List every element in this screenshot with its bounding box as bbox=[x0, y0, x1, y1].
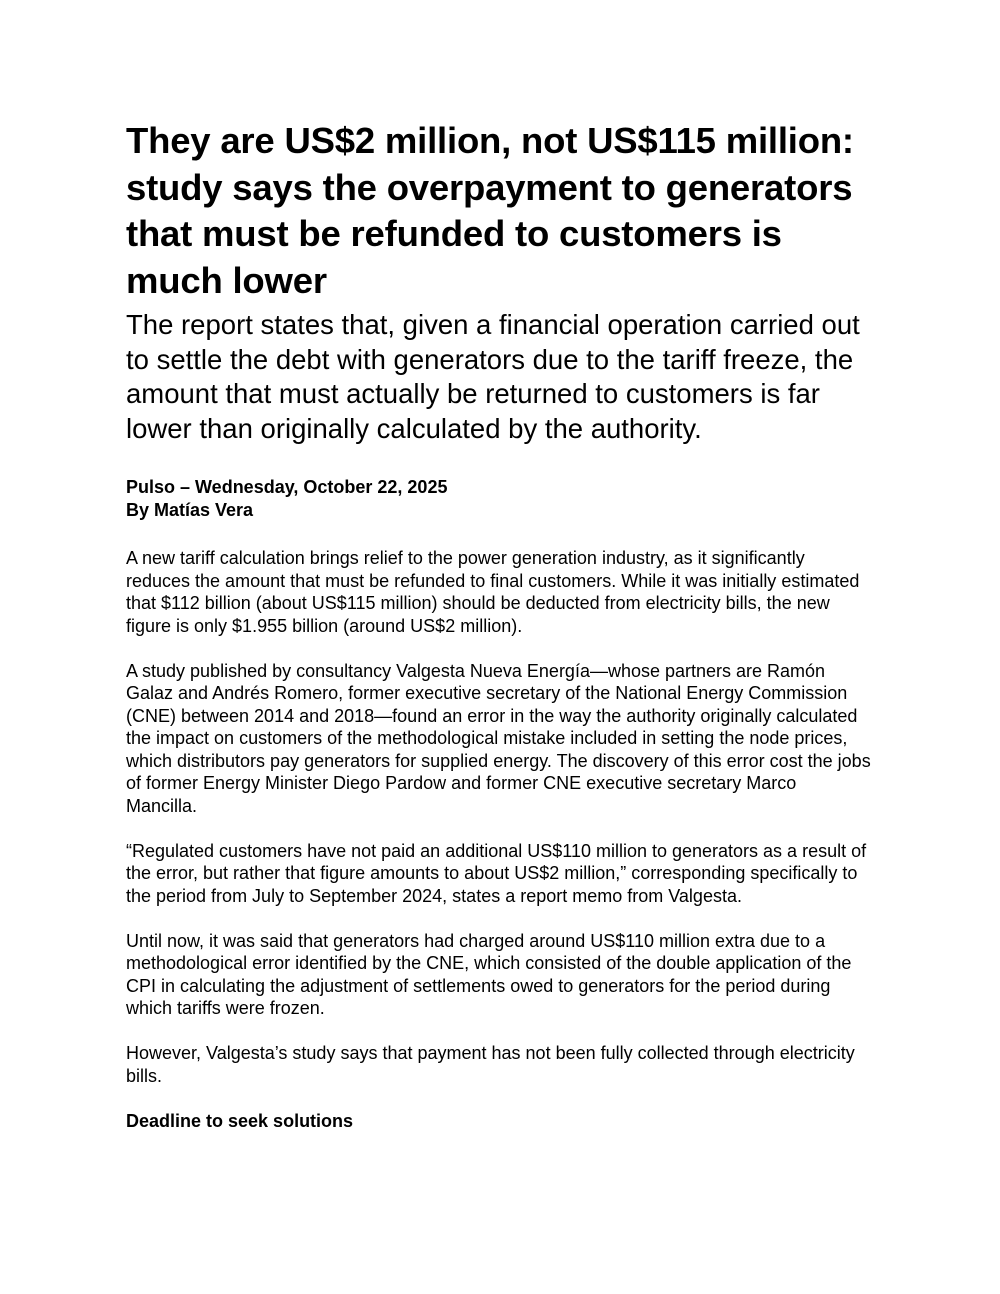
section-subheading: Deadline to seek solutions bbox=[126, 1110, 354, 1131]
body-paragraph: However, Valgesta’s study says that payment has not been fully collected through electricity bills. bbox=[126, 1043, 855, 1086]
body-paragraph: A new tariff calculation brings relief to the power generation industry, as it significantly reduces the amount that must be refunded to final customers. While it was initially estimated that $112 billion (about US$115 million) should be deducted from electricity bills, the new figure is only $1.955 billion (around US$2 million). bbox=[126, 548, 860, 636]
headline: They are US$2 million, not US$115 million: study says the overpayment to generators that must be refunded to customers is much lower bbox=[126, 120, 854, 301]
dateline: Pulso – Wednesday, October 22, 2025 bbox=[126, 477, 448, 498]
byline: By Matías Vera bbox=[126, 499, 254, 520]
body-paragraph: A study published by consultancy Valgesta Nueva Energía—whose partners are Ramón Galaz and Andrés Romero, former executive secretary of the National Energy Commission (CNE) between 2014 and 2018—found an error in the way the authority originally calculated the impact on customers of the methodological mistake included in setting the node prices, which distributors pay generators for supplied energy. The discovery of this error cost the jobs of former Energy Minister Diego Pardow and former CNE executive secretary Marco Mancilla. bbox=[126, 660, 871, 816]
article-body bbox=[126, 547, 886, 1132]
article bbox=[126, 118, 886, 1132]
body-paragraph: “Regulated customers have not paid an additional US$110 million to generators as a result of the error, but rather that figure amounts to about US$2 million,” corresponding specifically to the period from July to September 2024, states a report memo from Valgesta. bbox=[126, 840, 867, 906]
dek-subtitle: The report states that, given a financial operation carried out to settle the debt with generators due to the tariff freeze, the amount that must actually be returned to customers is far lower than originally calculated by the authority. bbox=[126, 309, 860, 444]
article-meta bbox=[126, 476, 886, 521]
body-paragraph: Until now, it was said that generators had charged around US$110 million extra due to a methodological error identified by the CNE, which consisted of the double application of the CPI in calculating the adjustment of settlements owed to generators for the period during which tariffs were frozen. bbox=[126, 930, 852, 1019]
